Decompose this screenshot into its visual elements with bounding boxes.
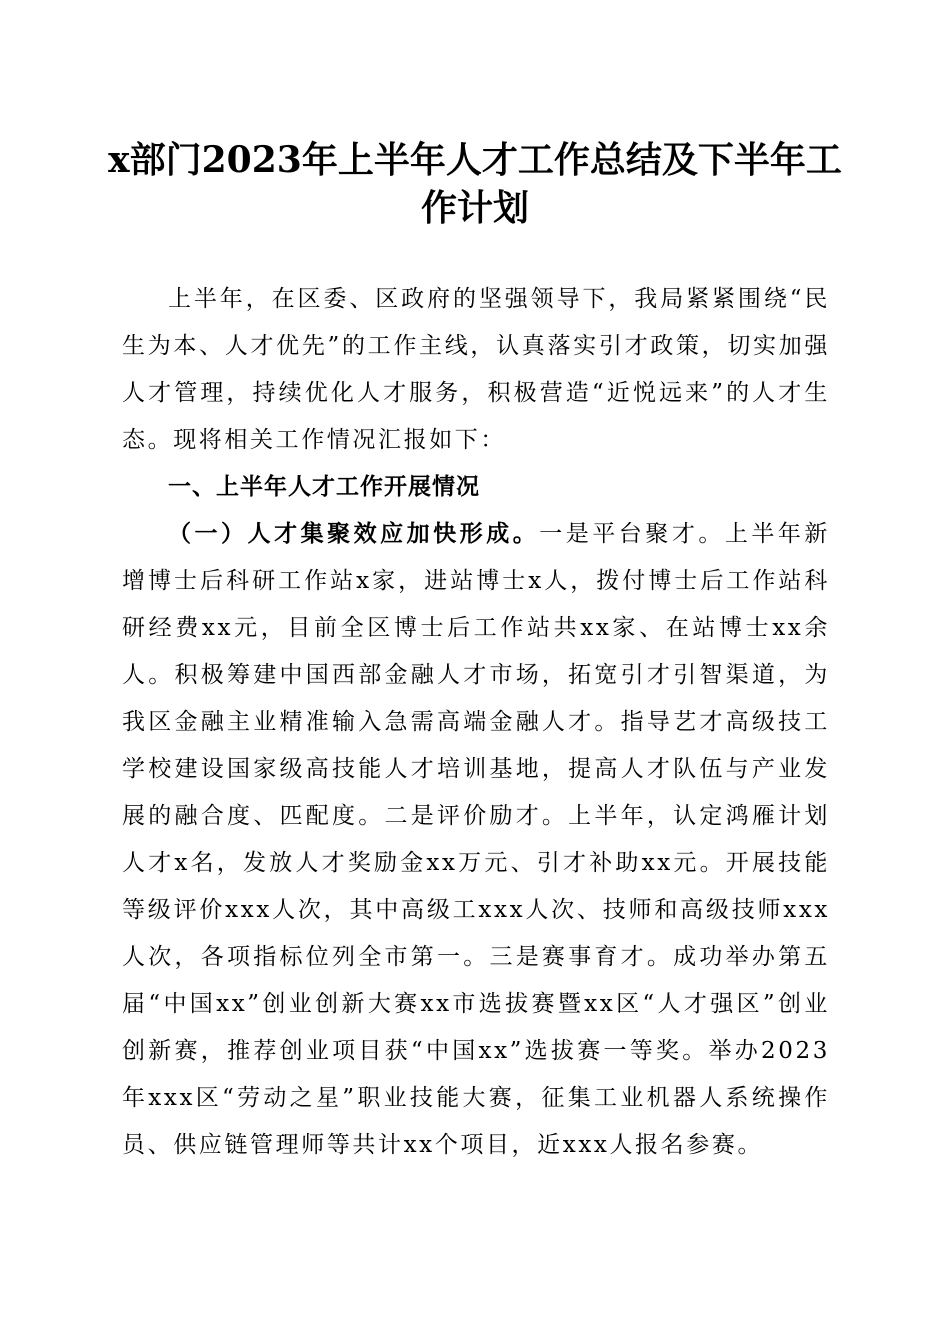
subsection-body: 一是平台聚才。上半年新增博士后科研工作站x家，进站博士x人，拨付博士后工作站科研经费xx元，目前全区博士后工作站共xx家、在站博士xx余人。积极筹建中国西部金融人才市场，拓宽引才引智渠道，为我区金融主业精准输入急需高端金融人才。指导艺才高级技工学校建设国家级高技能人才培训基地，提高人才队伍与产业发展的融合度、匹配度。二是评价励才。上半年，认定鸿雁计划人才x名，发放人才奖励金xx万元、引才补助xx元。开展技能等级评价xxx人次，其中高级工xxx人次、技师和高级技师xxx人次，各项指标位列全市第一。三是赛事育才。成功举办第五届“中国xx”创业创新大赛xx市选拔赛暨xx区“人才强区”创业创新赛，推荐创业项目获“中国xx”选拔赛一等奖。举办2023年xxx区“劳动之星”职业技能大赛，征集工业机器人系统操作员、供应链管理师等共计xx个项目，近xxx人报名参赛。: [122, 521, 830, 1158]
section-heading: 一、上半年人才工作开展情况: [168, 474, 480, 500]
subsection-lead: （一）人才集聚效应加快形成。: [168, 521, 540, 547]
subsection-paragraph: [122, 511, 830, 1169]
document-body: [122, 276, 830, 1169]
intro-paragraph: 上半年，在区委、区政府的坚强领导下，我局紧紧围绕“民生为本、人才优先”的工作主线，认真落实引才政策，切实加强人才管理，持续优化人才服务，积极营造“近悦远来”的人才生态。现将相关工作情况汇报如下：: [122, 286, 830, 453]
document-title: x部门2023年上半年人才工作总结及下半年工作计划: [108, 139, 842, 229]
